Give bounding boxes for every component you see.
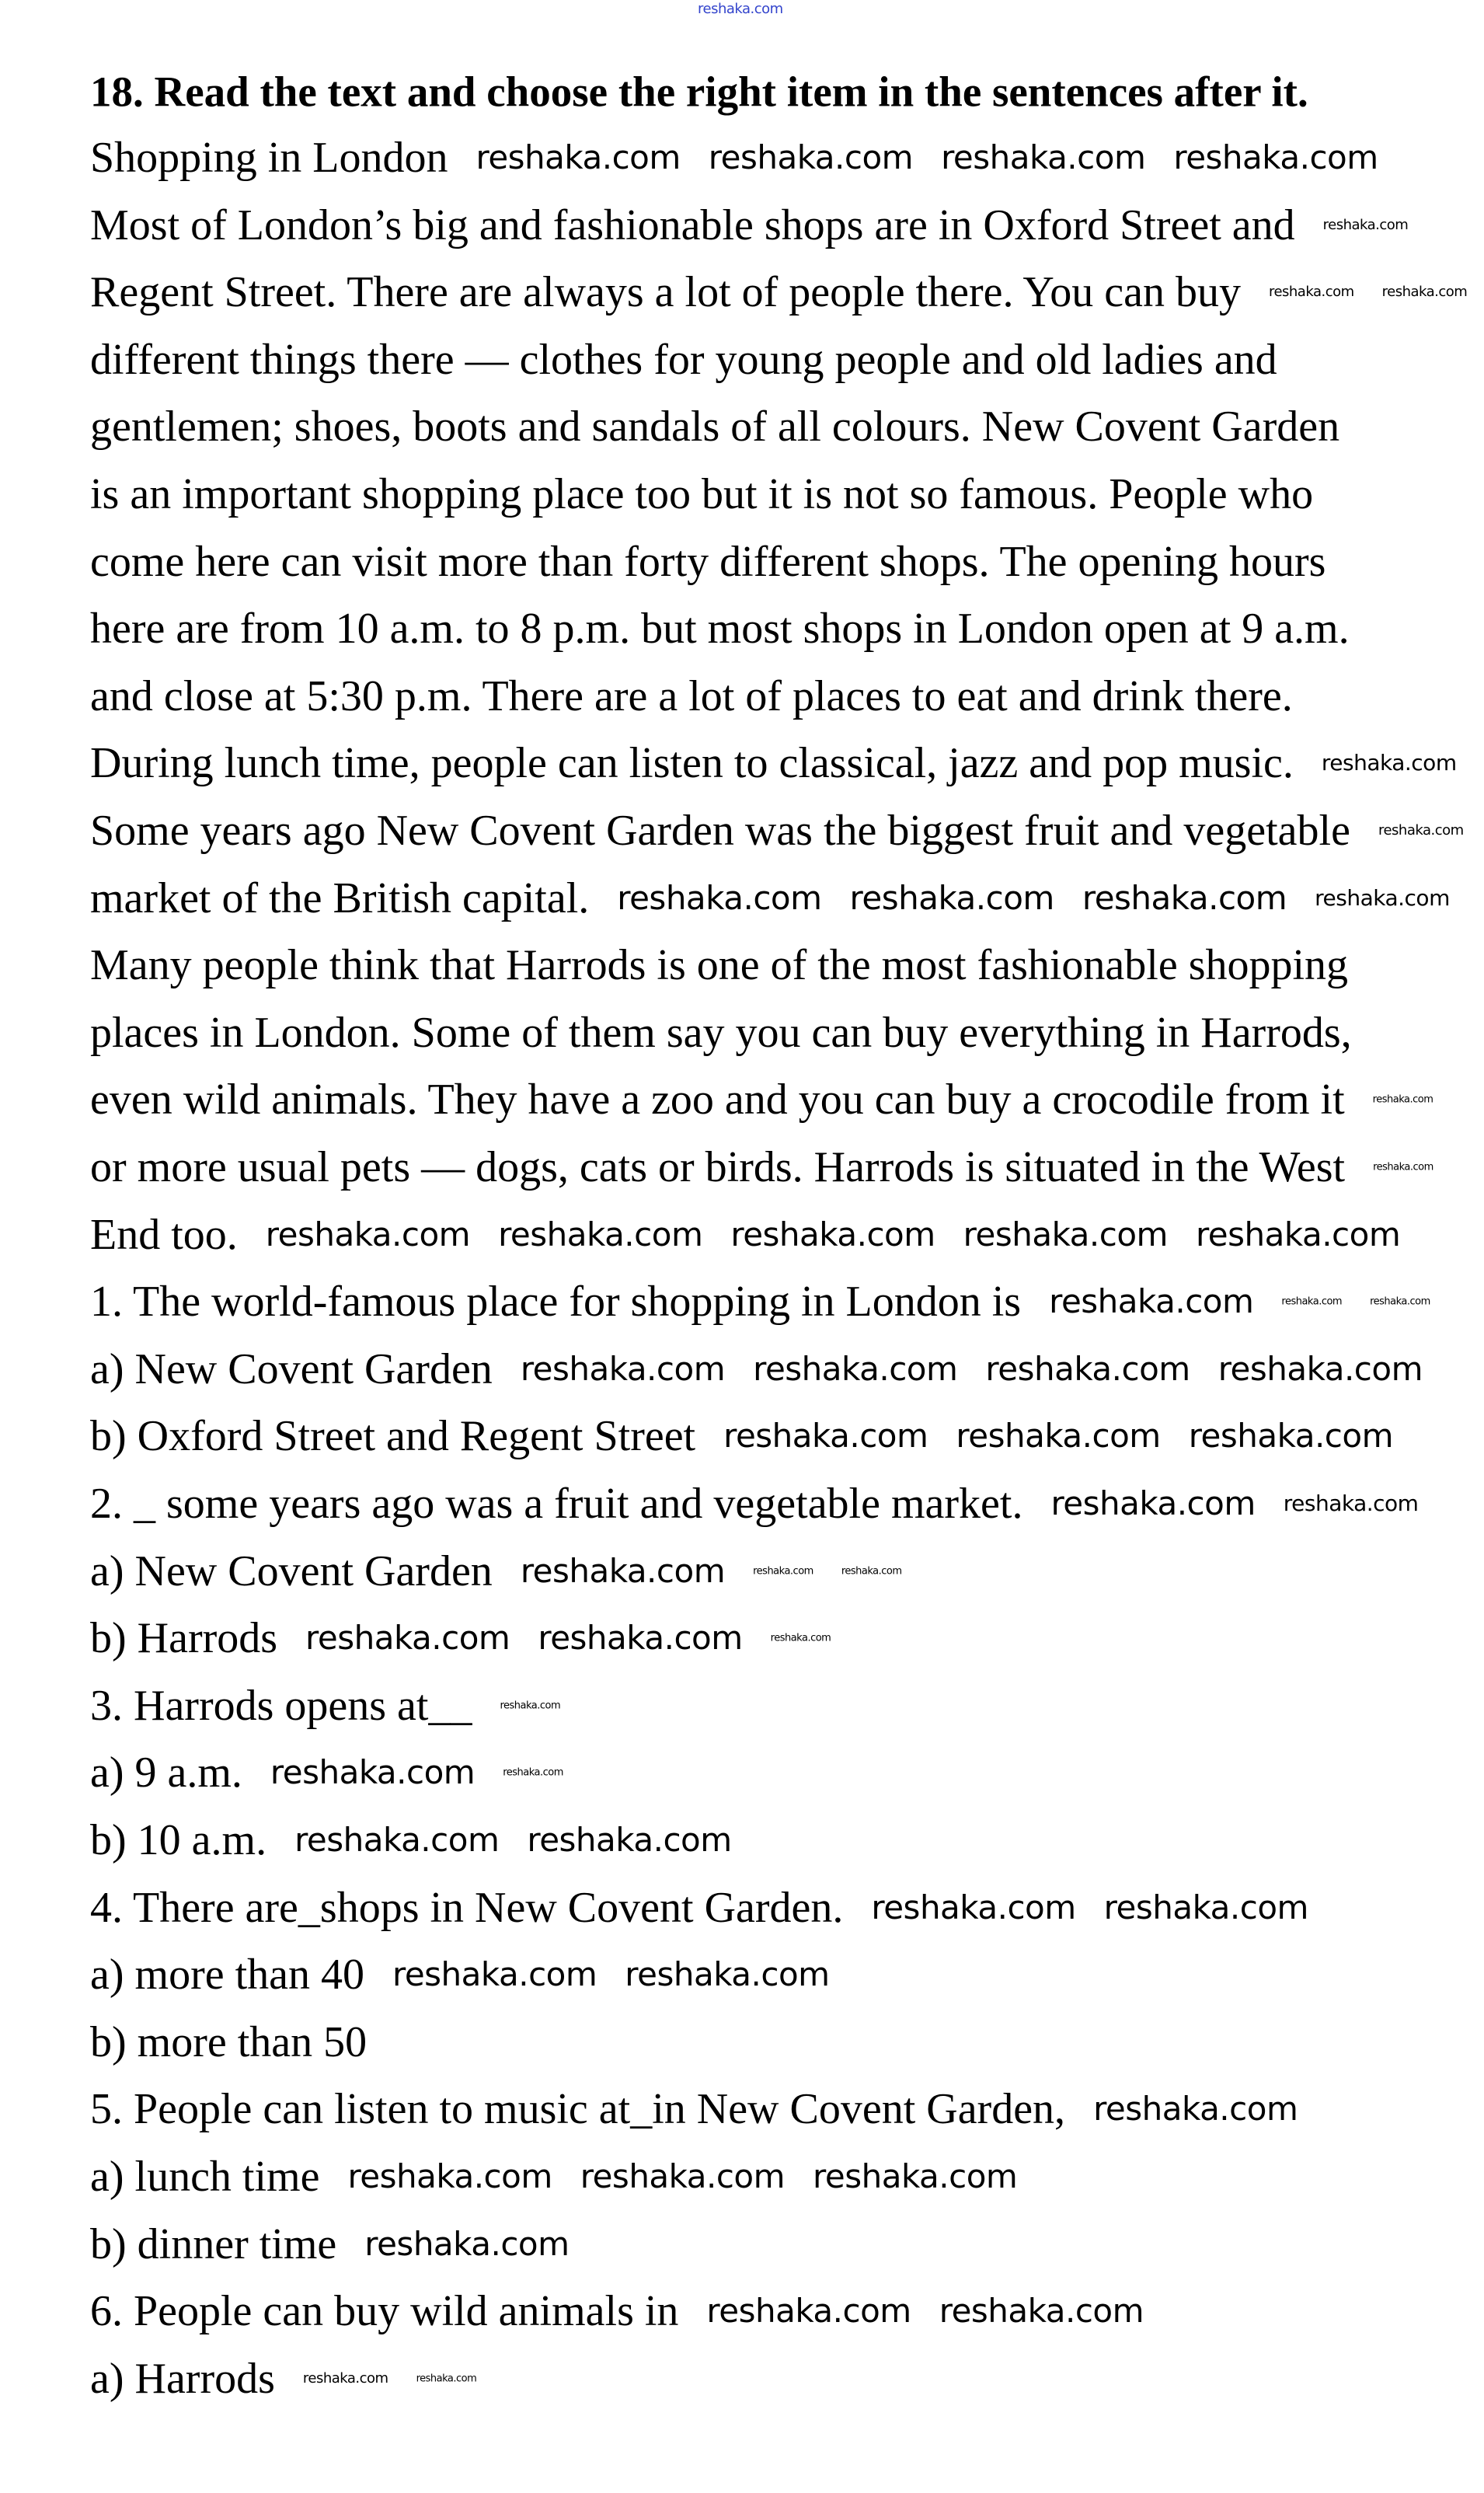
watermark: reshaka.com (500, 1700, 561, 1712)
watermark: reshaka.com (849, 878, 1054, 917)
question-line: 3. Harrods opens at__ (90, 1681, 472, 1730)
watermark: reshaka.com (1381, 284, 1468, 301)
exercise-title: 18. Read the text and choose the right item in the sentences after it. (90, 68, 1308, 116)
text-line: Regent Street. There are always a lot of people there. You can buy (90, 268, 1241, 317)
watermark: reshaka.com (1195, 1215, 1401, 1253)
watermark: reshaka.com (1321, 750, 1457, 776)
question-line: 1. The world-famous place for shopping in London is (90, 1278, 1022, 1327)
text-line: is an important shopping place too but it is not so famous. People who (90, 470, 1314, 518)
watermark: reshaka.com (1370, 1295, 1430, 1308)
watermark: reshaka.com (956, 1417, 1161, 1456)
watermark: reshaka.com (294, 1821, 500, 1859)
watermark: reshaka.com (1283, 1491, 1419, 1516)
text-line: End too. (90, 1210, 238, 1259)
question-line: 6. People can buy wild animals in (90, 2287, 679, 2336)
watermark: reshaka.com (1322, 216, 1409, 233)
question-line: a) New Covent Garden (90, 1546, 493, 1595)
watermark: reshaka.com (1268, 284, 1354, 301)
question-line: 2. _ some years ago was a fruit and vegetable market. (90, 1480, 1023, 1528)
watermark: reshaka.com (520, 1349, 726, 1388)
watermark: reshaka.com (1378, 822, 1464, 839)
watermark: reshaka.com (527, 1821, 732, 1859)
watermark: reshaka.com (1188, 1417, 1393, 1456)
watermark: reshaka.com (392, 1955, 597, 1994)
question-line: b) Oxford Street and Regent Street (90, 1412, 696, 1461)
watermark: reshaka.com (753, 1349, 958, 1388)
watermark: reshaka.com (706, 2292, 911, 2331)
text-line: or more usual pets — dogs, cats or birds. Harrods is situated in the West (90, 1143, 1346, 1191)
watermark: reshaka.com (1315, 884, 1450, 911)
watermark: reshaka.com (1173, 138, 1378, 176)
question-line: b) dinner time (90, 2219, 337, 2268)
watermark: reshaka.com (270, 1753, 476, 1792)
watermark: reshaka.com (1218, 1349, 1423, 1388)
watermark: reshaka.com (698, 1, 783, 17)
question-line: a) New Covent Garden (90, 1344, 493, 1393)
text-line: here are from 10 a.m. to 8 p.m. but most shops in London open at 9 a.m. (90, 605, 1350, 654)
text-line: even wild animals. They have a zoo and you can buy a crocodile from it (90, 1076, 1345, 1124)
question-line: 5. People can listen to music at_in New Covent Garden, (90, 2085, 1066, 2134)
text-line: different things there — clothes for young people and old ladies and (90, 335, 1277, 384)
watermark: reshaka.com (708, 138, 914, 176)
watermark: reshaka.com (1372, 1093, 1433, 1106)
watermark: reshaka.com (476, 138, 681, 176)
watermark: reshaka.com (302, 2369, 388, 2387)
watermark: reshaka.com (963, 1215, 1168, 1253)
text-line: places in London. Some of them say you can buy everything in Harrods, (90, 1008, 1352, 1057)
watermark: reshaka.com (625, 1955, 830, 1994)
question-line: b) Harrods (90, 1614, 278, 1663)
watermark: reshaka.com (841, 1565, 902, 1578)
watermark: reshaka.com (939, 2292, 1144, 2331)
watermark: reshaka.com (347, 2157, 552, 2195)
text-line: Most of London’s big and fashionable shops are in Oxford Street and (90, 200, 1295, 249)
watermark: reshaka.com (941, 138, 1146, 176)
watermark: reshaka.com (580, 2157, 786, 2195)
watermark: reshaka.com (1049, 1282, 1254, 1321)
watermark: reshaka.com (813, 2157, 1018, 2195)
watermark: reshaka.com (985, 1349, 1190, 1388)
text-line: gentlemen; shoes, boots and sandals of all colours. New Covent Garden (90, 403, 1340, 452)
watermark: reshaka.com (538, 1619, 743, 1658)
watermark: reshaka.com (498, 1215, 703, 1253)
question-line: a) Harrods (90, 2354, 275, 2403)
question-line: b) more than 50 (90, 2017, 368, 2066)
text-line: and close at 5:30 p.m. There are a lot of places to eat and drink there. (90, 671, 1293, 720)
watermark: reshaka.com (416, 2373, 477, 2385)
watermark: reshaka.com (1093, 2090, 1298, 2129)
watermark: reshaka.com (1050, 1484, 1256, 1522)
question-line: a) lunch time (90, 2153, 320, 2201)
question-line: a) more than 40 (90, 1951, 364, 2000)
watermark: reshaka.com (871, 1888, 1076, 1926)
watermark: reshaka.com (770, 1632, 831, 1644)
watermark: reshaka.com (265, 1215, 471, 1253)
watermark: reshaka.com (520, 1551, 726, 1590)
question-line: a) 9 a.m. (90, 1749, 242, 1797)
watermark: reshaka.com (617, 878, 822, 917)
text-line: market of the British capital. (90, 873, 590, 922)
question-line: b) 10 a.m. (90, 1816, 267, 1864)
text-line: come here can visit more than forty different shops. The opening hours (90, 537, 1326, 586)
text-line: Some years ago New Covent Garden was the biggest fruit and vegetable (90, 807, 1350, 855)
text-line: Many people think that Harrods is one of the most fashionable shopping (90, 941, 1349, 990)
watermark: reshaka.com (305, 1619, 510, 1658)
watermark: reshaka.com (1103, 1888, 1308, 1926)
watermark: reshaka.com (730, 1215, 935, 1253)
text-line: During lunch time, people can listen to classical, jazz and pop music. (90, 739, 1294, 788)
watermark: reshaka.com (503, 1766, 563, 1779)
watermark: reshaka.com (1373, 1161, 1433, 1173)
watermark: reshaka.com (364, 2224, 570, 2263)
watermark: reshaka.com (723, 1417, 928, 1456)
question-line: 4. There are_shops in New Covent Garden. (90, 1883, 844, 1932)
watermark: reshaka.com (1281, 1295, 1343, 1308)
watermark: reshaka.com (753, 1565, 813, 1578)
text-heading: Shopping in London (90, 134, 448, 182)
watermark: reshaka.com (1082, 878, 1287, 917)
